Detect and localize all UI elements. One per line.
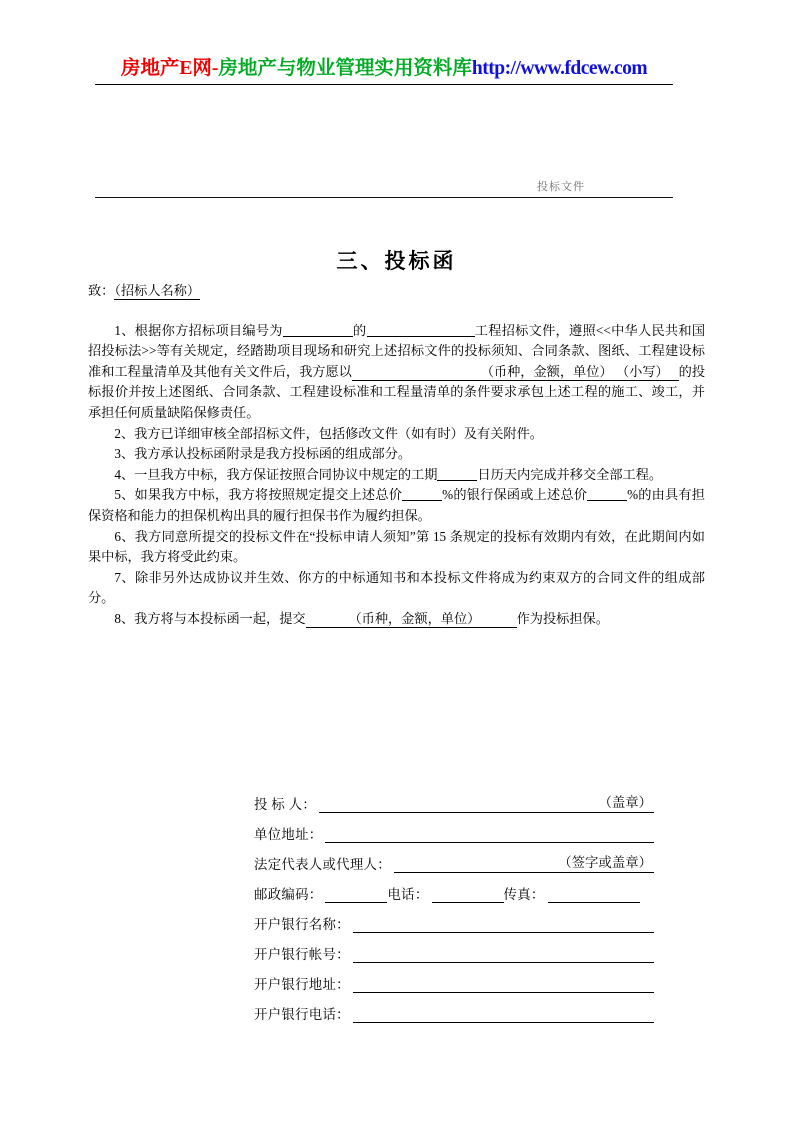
- bidder-input[interactable]: [319, 795, 654, 813]
- salutation-line: [88, 281, 705, 302]
- addressee-blank: （招标人名称）: [114, 283, 201, 298]
- bank-phone-input[interactable]: [353, 1005, 654, 1023]
- clause-2: 2、我方已详细审核全部招标文件，包括修改文件（如有时）及有关附件。: [114, 425, 543, 441]
- signature-block: [254, 783, 654, 1023]
- currency-note-1: （币种，金额，单位）: [480, 363, 613, 379]
- clause-5-text-c: %的由具有担保资格和能力的担保机构出具的履行担保书作为履约担保。: [88, 487, 705, 523]
- address-row: [254, 813, 654, 843]
- legal-rep-row: [254, 843, 654, 873]
- salutation-label: 致：: [88, 283, 115, 298]
- fax-input[interactable]: [548, 885, 640, 903]
- banner-green-text: 房地产与物业管理实用资料库: [218, 58, 472, 79]
- bidder-seal-note: （盖章）: [598, 795, 652, 810]
- clause-5-text-b: %的银行保函或上述总价: [442, 487, 588, 503]
- legal-rep-label: 法定代表人或代理人：: [254, 857, 391, 872]
- clause-1-text-b: 的: [352, 322, 367, 338]
- clause-1-text-c: 工程招标文件，遵照<<中华人民共和国招投标法>>等有关规定，经踏勘项目现场和研究上述招标文件的投标须知、合同条款、图纸、工程建设标准和工程量清单及其他有关文件后，我方愿以: [88, 322, 706, 379]
- running-head-divider: [95, 197, 673, 198]
- currency-note-2: （币种，金额，单位）: [348, 610, 481, 626]
- page-title: 三、投标函: [336, 249, 457, 273]
- address-input[interactable]: [325, 825, 654, 843]
- postcode-label: 邮政编码：: [254, 887, 323, 902]
- project-name-blank: [367, 321, 475, 337]
- bank-name-label: 开户银行名称：: [254, 917, 350, 932]
- duration-days-blank: [437, 465, 477, 481]
- bank-guarantee-percent-blank: [402, 485, 442, 501]
- postcode-input[interactable]: [325, 885, 387, 903]
- bidder-label: 投 标 人：: [254, 797, 317, 812]
- project-number-blank: [283, 321, 353, 337]
- bank-address-input[interactable]: [353, 975, 654, 993]
- bank-phone-row: [254, 993, 654, 1023]
- clause-4-text-a: 4、一旦我方中标，我方保证按照合同协议中规定的工期: [114, 466, 438, 482]
- address-label: 单位地址：: [254, 827, 323, 842]
- clause-4: [88, 465, 705, 486]
- phone-label: 电话：: [387, 887, 429, 902]
- bank-phone-label: 开户银行电话：: [254, 1007, 350, 1022]
- bank-name-row: [254, 903, 654, 933]
- banner-red-text: 房地产E网-: [120, 58, 219, 79]
- site-banner: [95, 52, 673, 84]
- clause-1-text-d: 的投标报价并按上述图纸、合同条款、工程建设标准和工程量清单的条件要求承包上述工程的施工、竣工，并承担任何质量缺陷保修责任。: [88, 363, 706, 420]
- clause-7: 7、除非另外达成协议并生效、你方的中标通知书和本投标文件将成为约束双方的合同文件的组成部分。: [88, 569, 705, 606]
- bid-price-blank: [352, 364, 679, 381]
- bank-address-row: [254, 963, 654, 993]
- bidder-row: [254, 783, 654, 813]
- bank-account-label: 开户银行帐号：: [254, 947, 350, 962]
- bank-account-input[interactable]: [353, 945, 654, 963]
- clause-6: 6、我方同意所提交的投标文件在“投标申请人须知”第 15 条规定的投标有效期内有效，在此期间内如果中标，我方将受此约束。: [88, 528, 705, 565]
- banner-divider: [95, 84, 673, 85]
- legal-rep-input[interactable]: [394, 855, 654, 873]
- clause-3: 3、我方承认投标函附录是我方投标函的组成部分。: [114, 446, 412, 462]
- clause-1: [88, 321, 705, 424]
- running-head-label: 投标文件: [537, 181, 585, 193]
- clause-5-text-a: 5、如果我方中标，我方将按照规定提交上述总价: [114, 487, 403, 503]
- surety-percent-blank: [587, 485, 627, 501]
- clause-5: [88, 485, 705, 526]
- bank-name-input[interactable]: [353, 915, 654, 933]
- clause-8-text-a: 8、我方将与本投标函一起，提交: [114, 610, 306, 626]
- clause-1-text-a: 1、根据你方招标项目编号为: [114, 322, 283, 338]
- bank-account-row: [254, 933, 654, 963]
- bid-security-blank: [306, 611, 517, 628]
- bank-address-label: 开户银行地址：: [254, 977, 350, 992]
- legal-rep-seal-note: （签字或盖章）: [558, 855, 652, 870]
- fax-label: 传真：: [503, 887, 545, 902]
- phone-input[interactable]: [432, 885, 504, 903]
- clause-4-text-b: 日历天内完成并移交全部工程。: [477, 466, 663, 482]
- clause-8-text-b: 作为投标担保。: [516, 610, 609, 626]
- clause-8: [88, 609, 705, 630]
- lowercase-note: （小写）: [615, 363, 669, 379]
- contact-row: [254, 873, 654, 903]
- banner-url-text: http://www.fdcew.com: [471, 58, 648, 79]
- document-body: [88, 281, 705, 630]
